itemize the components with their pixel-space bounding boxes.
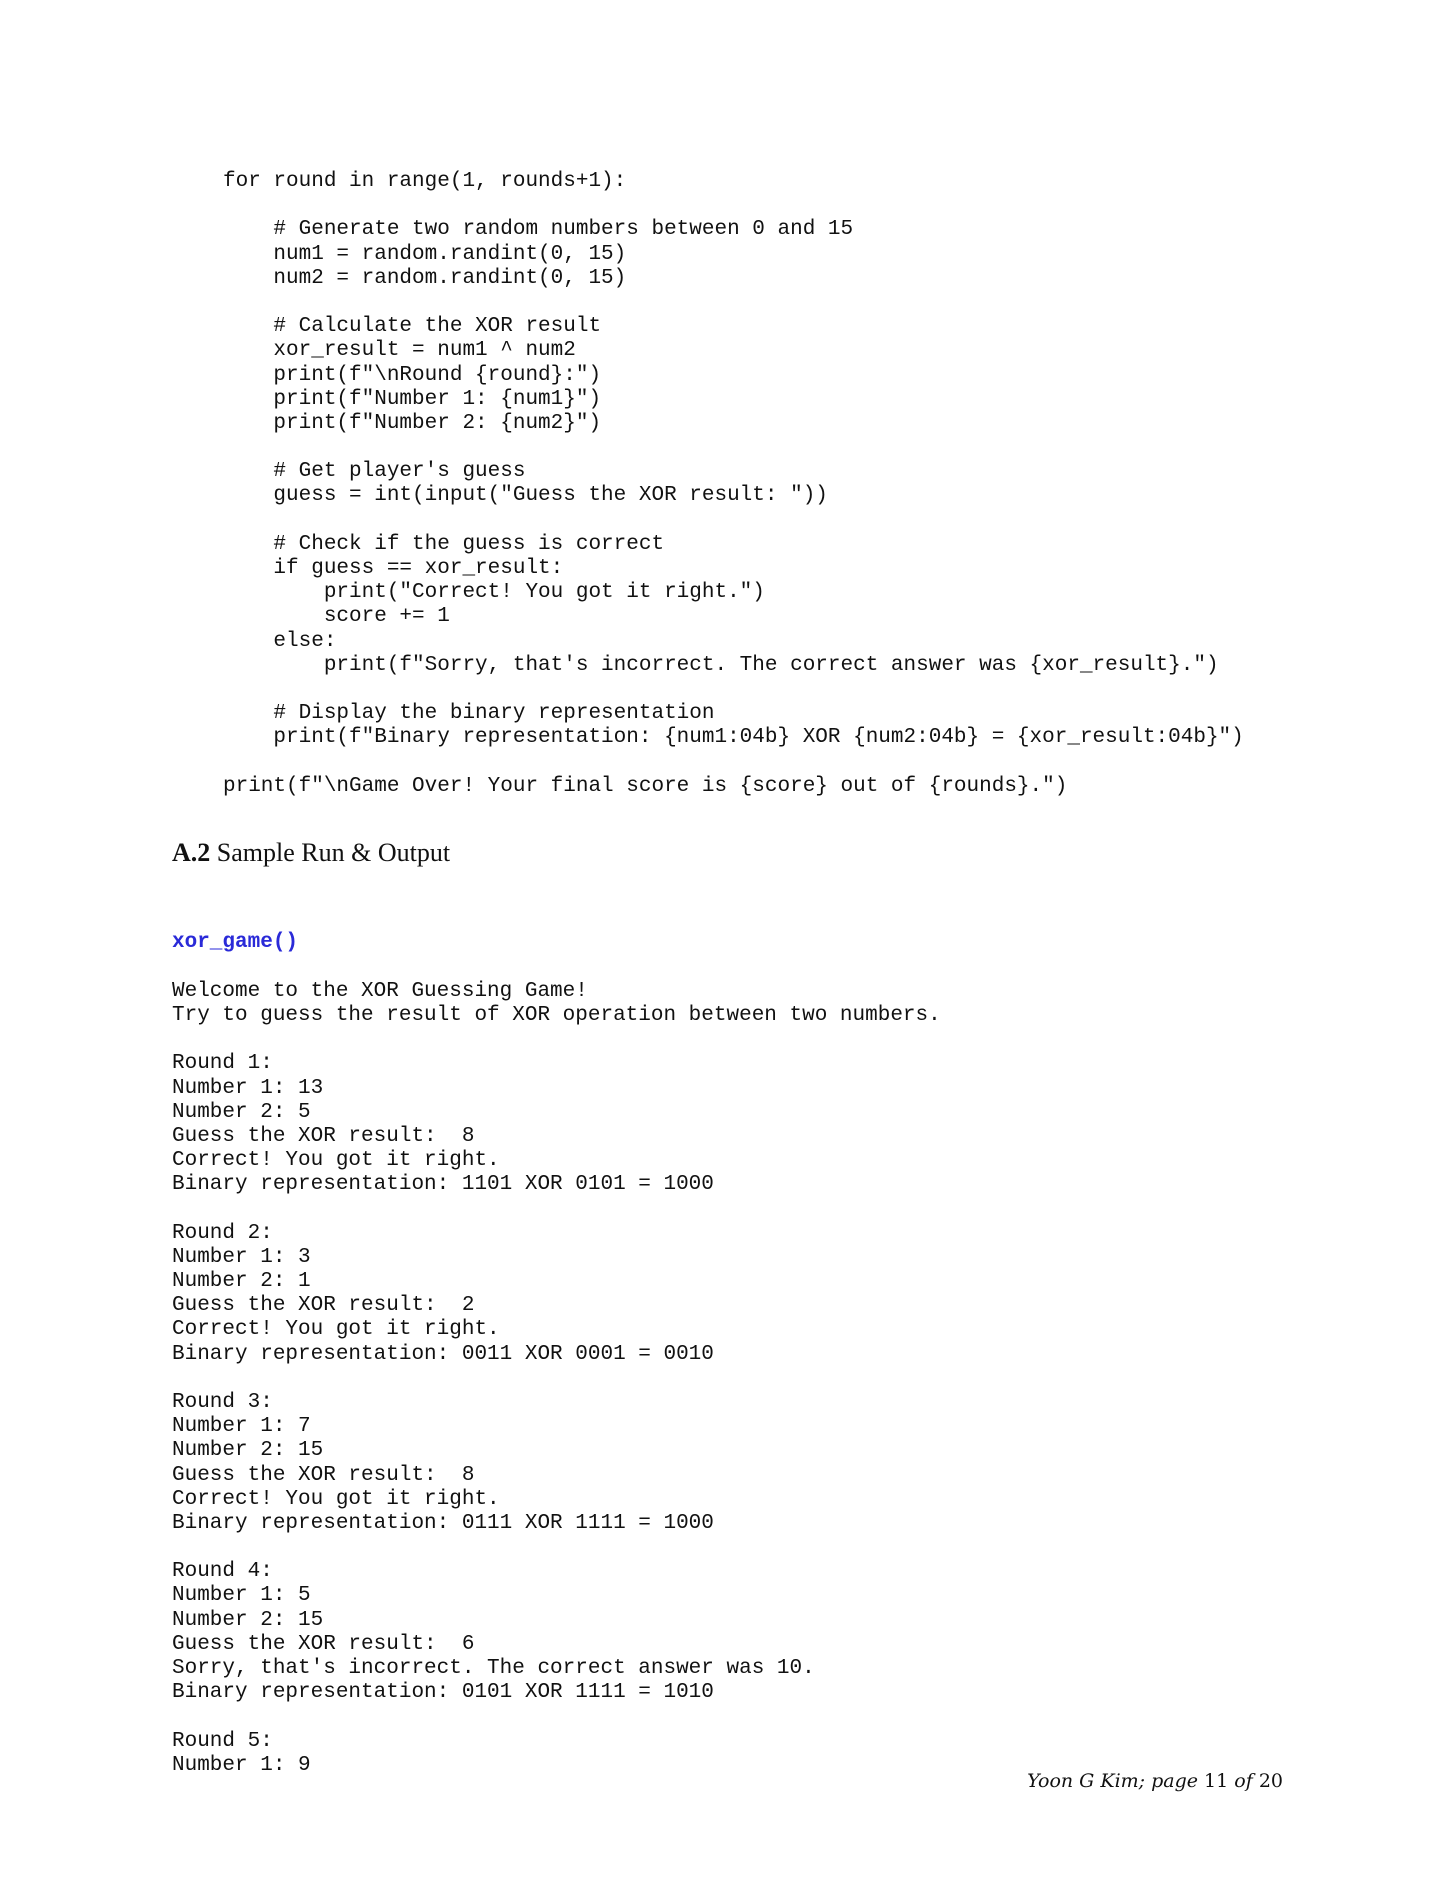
code-line: # Calculate the XOR result xyxy=(223,315,602,339)
section-number: A.2 xyxy=(172,838,211,867)
footer-of: of xyxy=(1234,1770,1253,1792)
code-line: num1 = random.randint(0, 15) xyxy=(223,242,627,266)
output-line: Welcome to the XOR Guessing Game! xyxy=(172,979,588,1003)
page-footer xyxy=(1027,1770,1283,1792)
code-line: guess = int(input("Guess the XOR result: ")) xyxy=(223,484,828,508)
code-line: if guess == xor_result: xyxy=(223,557,564,580)
code-line: # Display the binary representation xyxy=(223,702,715,726)
output-line xyxy=(172,1705,941,1729)
code-line xyxy=(223,509,1244,533)
output-line: Number 2: 5 xyxy=(172,1100,311,1124)
code-line: print(f"Binary representation: {num1:04b} XOR {num2:04b} = {xor_result:04b}") xyxy=(223,726,1244,750)
code-line xyxy=(223,291,1244,315)
output-line: Sorry, that's incorrect. The correct answer was 10. xyxy=(172,1657,815,1681)
code-line: score += 1 xyxy=(223,605,450,629)
output-line: Round 5: xyxy=(172,1729,273,1753)
code-line xyxy=(223,194,1244,218)
output-line: Correct! You got it right. xyxy=(172,1318,500,1342)
output-line: Correct! You got it right. xyxy=(172,1149,500,1173)
code-line: print(f"\nGame Over! Your final score is {score} out of {rounds}.") xyxy=(223,774,1068,798)
output-line: Guess the XOR result: 2 xyxy=(172,1294,475,1318)
code-line: print("Correct! You got it right.") xyxy=(223,581,765,605)
output-line: Binary representation: 1101 XOR 0101 = 1000 xyxy=(172,1173,714,1197)
function-call: xor_game() xyxy=(172,931,299,955)
code-line: for round in range(1, rounds+1): xyxy=(223,170,627,193)
output-line: Number 2: 1 xyxy=(172,1270,311,1294)
output-line: Binary representation: 0011 XOR 0001 = 0010 xyxy=(172,1342,714,1366)
sample-output xyxy=(172,883,941,1778)
code-line: num2 = random.randint(0, 15) xyxy=(223,266,627,290)
code-line: print(f"Number 2: {num2}") xyxy=(223,411,602,435)
code-line: print(f"Sorry, that's incorrect. The correct answer was {xor_result}.") xyxy=(223,653,1219,677)
code-line: print(f"\nRound {round}:") xyxy=(223,363,602,387)
output-line: Number 2: 15 xyxy=(172,1608,324,1632)
code-line: xor_result = num1 ^ num2 xyxy=(223,339,576,363)
output-line: Round 3: xyxy=(172,1390,273,1414)
code-line xyxy=(223,436,1244,460)
output-line xyxy=(172,1197,941,1221)
output-line: Number 1: 9 xyxy=(172,1753,311,1777)
code-line: else: xyxy=(223,629,337,653)
output-line: Number 1: 3 xyxy=(172,1245,311,1269)
code-line: print(f"Number 1: {num1}") xyxy=(223,387,602,411)
output-line: Guess the XOR result: 6 xyxy=(172,1632,475,1656)
footer-page: 11 xyxy=(1204,1770,1229,1792)
output-line xyxy=(172,1028,941,1052)
output-line: Number 1: 5 xyxy=(172,1584,311,1608)
section-heading xyxy=(172,838,450,868)
output-line: Guess the XOR result: 8 xyxy=(172,1124,475,1148)
output-line: Binary representation: 0111 XOR 1111 = 1000 xyxy=(172,1511,714,1535)
output-line: Correct! You got it right. xyxy=(172,1487,500,1511)
output-line: Number 1: 7 xyxy=(172,1415,311,1439)
code-line: # Generate two random numbers between 0 and 15 xyxy=(223,218,854,242)
section-title: Sample Run & Output xyxy=(210,838,451,867)
code-line: # Get player's guess xyxy=(223,460,526,484)
output-line: Guess the XOR result: 8 xyxy=(172,1463,475,1487)
footer-author: Yoon G Kim; page xyxy=(1027,1770,1198,1792)
output-line: Number 1: 13 xyxy=(172,1076,324,1100)
output-line: Try to guess the result of XOR operation between two numbers. xyxy=(172,1003,941,1027)
code-line xyxy=(223,751,1244,775)
output-line xyxy=(172,1367,941,1391)
output-line: Round 1: xyxy=(172,1052,273,1076)
footer-total: 20 xyxy=(1258,1770,1283,1792)
code-line xyxy=(223,678,1244,702)
output-line: Number 2: 15 xyxy=(172,1439,324,1463)
output-line: Round 2: xyxy=(172,1221,273,1245)
output-line xyxy=(172,1536,941,1560)
code-line: # Check if the guess is correct xyxy=(223,532,665,556)
code-listing xyxy=(223,170,1244,799)
output-line: Binary representation: 0101 XOR 1111 = 1010 xyxy=(172,1681,714,1705)
output-line: Round 4: xyxy=(172,1560,273,1584)
